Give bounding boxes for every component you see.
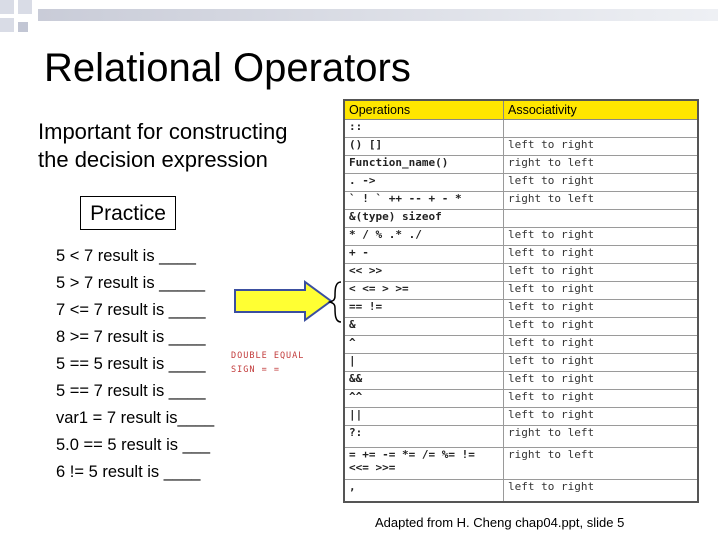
associativity-cell: left to right bbox=[504, 354, 699, 372]
operator-cell: << >> bbox=[344, 264, 504, 282]
associativity-cell: left to right bbox=[504, 336, 699, 354]
decorative-square bbox=[18, 0, 32, 14]
operator-cell: Function_name() bbox=[344, 156, 504, 174]
table-row bbox=[344, 336, 698, 354]
intro-text bbox=[38, 118, 287, 174]
operator-cell: == != bbox=[344, 300, 504, 318]
exercise-item: 5.0 == 5 result is ___ bbox=[56, 436, 211, 454]
decorative-header-bar bbox=[38, 9, 718, 21]
associativity-cell: left to right bbox=[504, 408, 699, 426]
associativity-cell: right to left bbox=[504, 156, 699, 174]
decorative-square bbox=[18, 22, 28, 32]
associativity-cell: left to right bbox=[504, 264, 699, 282]
associativity-cell: left to right bbox=[504, 228, 699, 246]
operator-cell: ?: bbox=[344, 426, 504, 448]
associativity-cell: left to right bbox=[504, 480, 699, 502]
associativity-cell: left to right bbox=[504, 174, 699, 192]
table-row bbox=[344, 480, 698, 502]
table-row bbox=[344, 372, 698, 390]
intro-line: the decision expression bbox=[38, 147, 268, 172]
decorative-square bbox=[0, 0, 14, 14]
exercise-item: 6 != 5 result is ____ bbox=[56, 463, 201, 481]
associativity-cell: left to right bbox=[504, 300, 699, 318]
exercise-item: 5 < 7 result is ____ bbox=[56, 247, 196, 265]
associativity-cell: left to right bbox=[504, 138, 699, 156]
exercise-item: 7 <= 7 result is ____ bbox=[56, 301, 206, 319]
table-row bbox=[344, 264, 698, 282]
operator-cell: * / % .* ./ bbox=[344, 228, 504, 246]
associativity-cell: left to right bbox=[504, 372, 699, 390]
table-row bbox=[344, 246, 698, 264]
slide-title: Relational Operators bbox=[44, 46, 411, 90]
table-row bbox=[344, 228, 698, 246]
exercise-item: 8 >= 7 result is ____ bbox=[56, 328, 206, 346]
column-header-associativity: Associativity bbox=[504, 100, 699, 120]
table-row bbox=[344, 138, 698, 156]
associativity-cell: right to left bbox=[504, 192, 699, 210]
handwritten-note bbox=[231, 349, 304, 377]
exercise-list bbox=[56, 243, 214, 486]
operator-cell: = += -= *= /= %= != <<= >>= bbox=[344, 448, 504, 480]
associativity-cell: right to left bbox=[504, 426, 699, 448]
arrow-shape bbox=[235, 282, 331, 320]
table-row bbox=[344, 390, 698, 408]
table-row bbox=[344, 120, 698, 138]
table-row bbox=[344, 426, 698, 448]
associativity-cell: left to right bbox=[504, 318, 699, 336]
associativity-cell: left to right bbox=[504, 390, 699, 408]
table-row bbox=[344, 156, 698, 174]
operator-cell: + - bbox=[344, 246, 504, 264]
table-row bbox=[344, 192, 698, 210]
operator-cell: ^ bbox=[344, 336, 504, 354]
associativity-cell: right to left bbox=[504, 448, 699, 480]
handwritten-note-line: SIGN = = bbox=[231, 365, 280, 375]
pointer-arrow-icon bbox=[233, 280, 351, 324]
table-header-row bbox=[344, 100, 698, 120]
table-row bbox=[344, 300, 698, 318]
table-row bbox=[344, 354, 698, 372]
operator-cell: :: bbox=[344, 120, 504, 138]
operator-cell: &(type) sizeof bbox=[344, 210, 504, 228]
brace-icon bbox=[330, 282, 341, 322]
table-row bbox=[344, 408, 698, 426]
associativity-cell bbox=[504, 120, 699, 138]
operator-cell: & bbox=[344, 318, 504, 336]
column-header-operations: Operations bbox=[344, 100, 504, 120]
associativity-cell: left to right bbox=[504, 246, 699, 264]
associativity-cell bbox=[504, 210, 699, 228]
exercise-item: 5 == 7 result is ____ bbox=[56, 382, 206, 400]
operator-cell: | bbox=[344, 354, 504, 372]
exercise-item: 5 > 7 result is _____ bbox=[56, 274, 206, 292]
operator-cell: , bbox=[344, 480, 504, 502]
source-credit: Adapted from H. Cheng chap04.ppt, slide 5 bbox=[375, 515, 625, 530]
associativity-cell: left to right bbox=[504, 282, 699, 300]
intro-line: Important for constructing bbox=[38, 119, 288, 144]
table-row bbox=[344, 210, 698, 228]
operator-precedence-table bbox=[343, 99, 699, 503]
table-row bbox=[344, 448, 698, 480]
operator-cell: ` ! ` ++ -- + - * bbox=[344, 192, 504, 210]
handwritten-note-line: DOUBLE EQUAL bbox=[231, 351, 305, 361]
exercise-item: var1 = 7 result is____ bbox=[56, 409, 215, 427]
decorative-square bbox=[0, 18, 14, 32]
table-row bbox=[344, 282, 698, 300]
operator-cell: < <= > >= bbox=[344, 282, 504, 300]
operator-cell: ^^ bbox=[344, 390, 504, 408]
operator-cell: && bbox=[344, 372, 504, 390]
table-row bbox=[344, 318, 698, 336]
operator-cell: . -> bbox=[344, 174, 504, 192]
exercise-item: 5 == 5 result is ____ bbox=[56, 355, 206, 373]
table-row bbox=[344, 174, 698, 192]
practice-box: Practice bbox=[80, 196, 176, 230]
operator-cell: || bbox=[344, 408, 504, 426]
operator-cell: () [] bbox=[344, 138, 504, 156]
